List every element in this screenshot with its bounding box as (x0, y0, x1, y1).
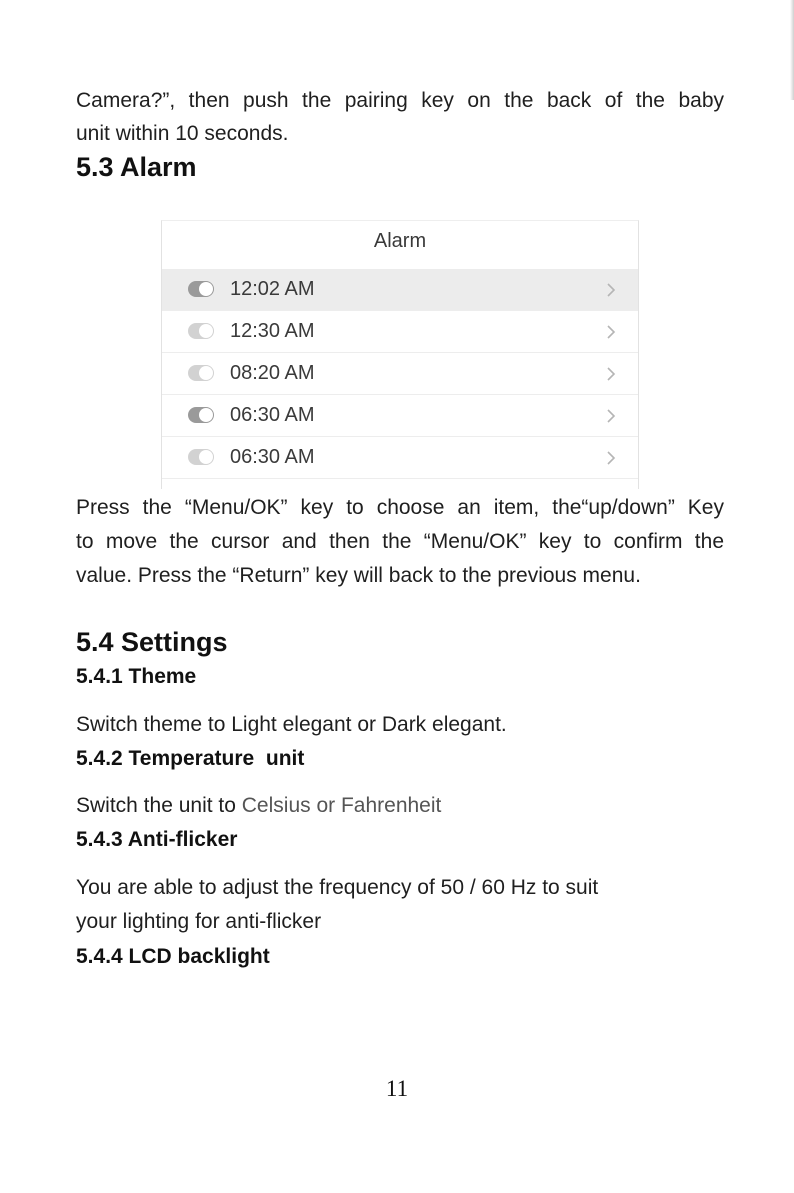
alarm-toggle[interactable] (188, 323, 214, 339)
alarm-toggle[interactable] (188, 449, 214, 465)
alarm-time: 12:30 AM (230, 320, 315, 342)
alarm-row[interactable] (162, 395, 638, 437)
alarm-list (162, 269, 638, 479)
toggle-knob (199, 450, 213, 464)
page-edge (790, 0, 794, 100)
toggle-knob (199, 282, 213, 296)
alarm-row[interactable] (162, 269, 638, 311)
toggle-knob (199, 408, 213, 422)
heading-anti-flicker: 5.4.3 Anti-flicker (76, 828, 238, 851)
intro-line-1: Camera?”, then push the pairing key on the back of the baby (76, 89, 724, 112)
temperature-text-prefix: Switch the unit to (76, 794, 242, 817)
alarm-instructions-line-2: to move the cursor and then the “Menu/OK” key to confirm the (76, 530, 724, 553)
chevron-right-icon (604, 282, 618, 298)
alarm-toggle[interactable] (188, 365, 214, 381)
alarm-screen-title: Alarm (373, 230, 427, 252)
alarm-row[interactable] (162, 437, 638, 479)
heading-lcd-backlight: 5.4.4 LCD backlight (76, 945, 270, 968)
alarm-time: 08:20 AM (230, 362, 315, 384)
anti-flicker-line-2: your lighting for anti-flicker (76, 910, 322, 933)
toggle-knob (199, 324, 213, 338)
chevron-right-icon (604, 408, 618, 424)
temperature-text-options: Celsius or Fahrenheit (241, 794, 442, 817)
alarm-screen (161, 220, 639, 489)
theme-text: Switch theme to Light elegant or Dark elegant. (76, 713, 507, 736)
alarm-instructions-line-3: value. Press the “Return” key will back to the previous menu. (76, 564, 641, 587)
chevron-right-icon (604, 324, 618, 340)
temperature-text (76, 789, 724, 823)
page-number: 11 (385, 1076, 409, 1101)
alarm-toggle[interactable] (188, 407, 214, 423)
alarm-instructions-line-1: Press the “Menu/OK” key to choose an item, the“up/down” Key (76, 496, 724, 519)
alarm-time: 12:02 AM (230, 278, 315, 300)
chevron-right-icon (604, 366, 618, 382)
toggle-knob (199, 366, 213, 380)
chevron-right-icon (604, 450, 618, 466)
intro-line-2: unit within 10 seconds. (76, 122, 289, 145)
alarm-row[interactable] (162, 353, 638, 395)
anti-flicker-line-1: You are able to adjust the frequency of 50 / 60 Hz to suit (76, 876, 599, 899)
heading-alarm: 5.3 Alarm (76, 152, 197, 182)
heading-theme: 5.4.1 Theme (76, 665, 197, 688)
alarm-row[interactable] (162, 311, 638, 353)
alarm-toggle[interactable] (188, 281, 214, 297)
alarm-time: 06:30 AM (230, 404, 315, 426)
heading-temperature-unit: 5.4.2 Temperature unit (76, 747, 305, 770)
heading-settings: 5.4 Settings (76, 627, 228, 657)
alarm-time: 06:30 AM (230, 446, 315, 468)
